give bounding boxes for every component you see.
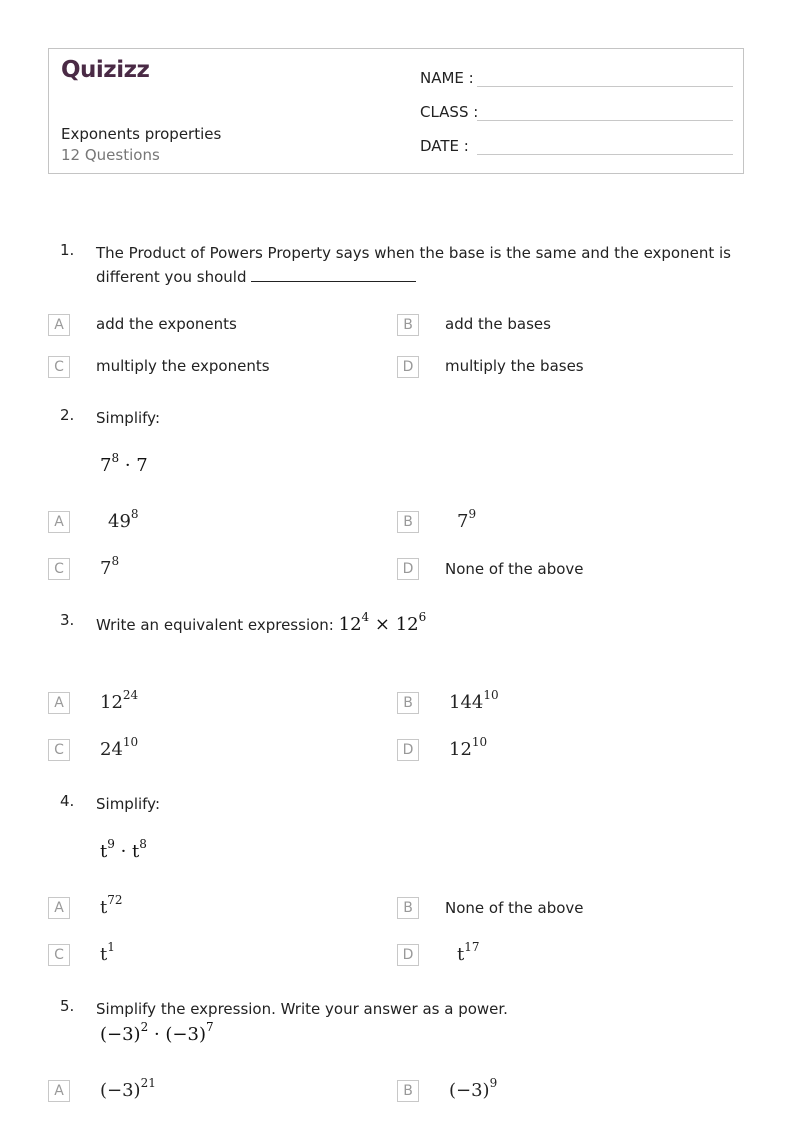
math-expression: $t^9 \cdot t^8$	[100, 837, 147, 862]
option-math[interactable]: $24^{10}$	[100, 735, 139, 760]
quizizz-logo: Quizizz	[61, 57, 150, 83]
option-letter[interactable]: D	[397, 558, 419, 580]
option-text[interactable]: multiply the bases	[445, 357, 584, 375]
option-letter[interactable]: C	[48, 944, 70, 966]
answer-blank	[251, 267, 416, 282]
date-line[interactable]	[477, 154, 733, 155]
option-letter[interactable]: D	[397, 739, 419, 761]
class-label: CLASS :	[420, 103, 479, 121]
math-expression: $7^8 \cdot 7$	[100, 451, 148, 476]
question-number: 1.	[60, 241, 75, 259]
option-letter[interactable]: A	[48, 692, 70, 714]
question-text: The Product of Powers Property says when the base is the same and the exponent is different you should	[96, 244, 731, 286]
question-count: 12 Questions	[61, 146, 160, 164]
option-math[interactable]: $t^1$	[100, 940, 115, 965]
math-expression: $(-3)^2 \cdot (-3)^7$	[100, 1020, 214, 1045]
option-math[interactable]: $t^{17}$	[457, 940, 480, 965]
name-label: NAME :	[420, 69, 474, 87]
option-letter[interactable]: C	[48, 558, 70, 580]
question-number: 2.	[60, 406, 75, 424]
option-math[interactable]: $7^9$	[457, 507, 477, 532]
option-letter[interactable]: D	[397, 356, 419, 378]
option-text[interactable]: add the bases	[445, 315, 551, 333]
math-expression: $12^4 \times 12^6$	[338, 610, 427, 635]
option-math[interactable]: $12^{10}$	[449, 735, 488, 760]
question-number: 3.	[60, 611, 75, 629]
option-text[interactable]: add the exponents	[96, 315, 237, 333]
option-letter[interactable]: B	[397, 1080, 419, 1102]
option-letter[interactable]: D	[397, 944, 419, 966]
option-letter[interactable]: C	[48, 356, 70, 378]
option-letter[interactable]: A	[48, 511, 70, 533]
option-letter[interactable]: B	[397, 692, 419, 714]
option-text[interactable]: multiply the exponents	[96, 357, 270, 375]
name-line[interactable]	[477, 86, 733, 87]
question-text: Write an equivalent expression: $12^4 \times 12^6$	[96, 610, 427, 635]
date-label: DATE :	[420, 137, 469, 155]
option-math[interactable]: $144^{10}$	[449, 688, 499, 713]
option-math[interactable]: $49^8$	[108, 507, 139, 532]
option-math[interactable]: $(-3)^{21}$	[100, 1076, 156, 1101]
question-text: Simplify:	[96, 795, 161, 813]
option-math[interactable]: $7^8$	[100, 554, 120, 579]
question-number: 5.	[60, 997, 75, 1015]
name-field[interactable]	[420, 69, 474, 87]
option-letter[interactable]: B	[397, 314, 419, 336]
worksheet-title: Exponents properties	[61, 125, 222, 143]
worksheet-header	[48, 48, 744, 174]
class-line[interactable]	[477, 120, 733, 121]
option-letter[interactable]: A	[48, 314, 70, 336]
question-text: Simplify:	[96, 409, 161, 427]
option-math[interactable]: $t^{72}$	[100, 893, 123, 918]
option-letter[interactable]: B	[397, 897, 419, 919]
date-field[interactable]	[420, 137, 469, 155]
option-letter[interactable]: C	[48, 739, 70, 761]
class-field[interactable]	[420, 103, 478, 121]
option-letter[interactable]: B	[397, 511, 419, 533]
option-letter[interactable]: A	[48, 1080, 70, 1102]
option-text[interactable]: None of the above	[445, 560, 584, 578]
option-text[interactable]: None of the above	[445, 899, 584, 917]
question-number: 4.	[60, 792, 75, 810]
option-math[interactable]: $12^{24}$	[100, 688, 139, 713]
option-math[interactable]: $(-3)^9$	[449, 1076, 498, 1101]
option-letter[interactable]: A	[48, 897, 70, 919]
question-text: Simplify the expression. Write your answer as a power.	[96, 1000, 508, 1018]
